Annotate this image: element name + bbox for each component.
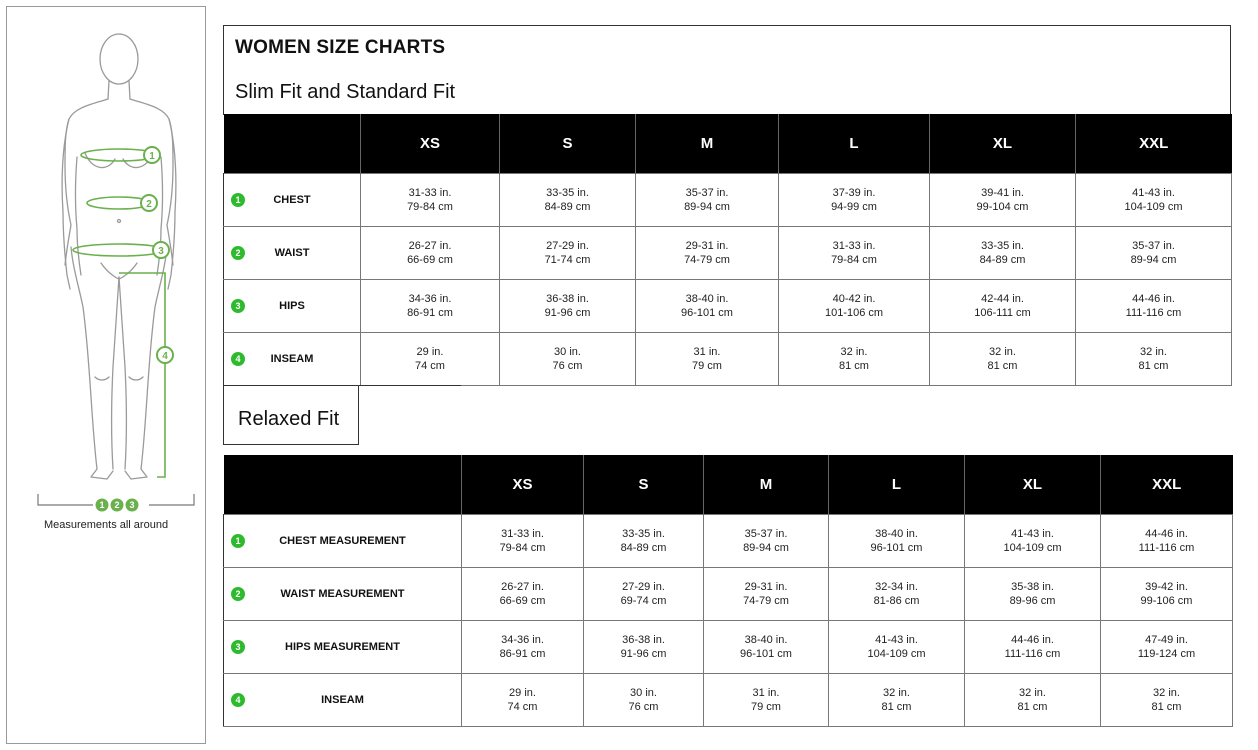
size-value-cell xyxy=(779,226,930,279)
row-label-cell xyxy=(224,620,462,673)
size-value-cell xyxy=(965,514,1101,567)
value-centimeters: 96-101 cm xyxy=(681,306,733,319)
value-inches: 31-33 in. xyxy=(832,239,876,252)
table-row xyxy=(224,620,1233,673)
size-value-cell xyxy=(636,173,779,226)
header-corner xyxy=(224,455,462,514)
value-centimeters: 111-116 cm xyxy=(1138,541,1195,554)
value-inches: 31-33 in. xyxy=(501,527,544,540)
value-inches: 26-27 in. xyxy=(408,239,452,252)
value-inches: 29 in. xyxy=(416,345,444,358)
size-value-cell xyxy=(636,332,779,385)
value-centimeters: 99-104 cm xyxy=(976,200,1029,213)
value-inches: 44-46 in. xyxy=(1145,527,1188,540)
size-value-cell xyxy=(704,514,829,567)
size-header: XL xyxy=(930,114,1076,173)
value-centimeters: 76 cm xyxy=(552,359,583,372)
size-value-cell xyxy=(500,279,636,332)
marker-4: 4 xyxy=(162,351,168,362)
size-value-cell xyxy=(361,226,500,279)
relaxed-size-table xyxy=(223,455,1233,727)
value-centimeters: 89-94 cm xyxy=(684,200,730,213)
row-label-cell xyxy=(224,514,462,567)
value-centimeters: 89-94 cm xyxy=(743,541,789,554)
value-centimeters: 94-99 cm xyxy=(831,200,877,213)
value-inches: 32 in. xyxy=(1140,345,1167,358)
value-inches: 32 in. xyxy=(1019,686,1046,699)
value-inches: 26-27 in. xyxy=(501,580,544,593)
marker-2: 2 xyxy=(146,199,152,210)
value-centimeters: 76 cm xyxy=(628,700,659,713)
value-inches: 33-35 in. xyxy=(981,239,1024,252)
size-value-cell xyxy=(779,279,930,332)
size-value-cell xyxy=(462,567,584,620)
value-centimeters: 66-69 cm xyxy=(499,594,546,607)
size-value-cell xyxy=(704,620,829,673)
measurement-number-icon: 1 xyxy=(231,193,245,207)
size-value-cell xyxy=(584,673,704,726)
row-label-cell xyxy=(224,173,361,226)
value-inches: 35-37 in. xyxy=(744,527,788,540)
size-value-cell xyxy=(829,673,965,726)
value-centimeters: 84-89 cm xyxy=(979,253,1026,266)
value-centimeters: 71-74 cm xyxy=(544,253,591,266)
value-inches: 40-42 in. xyxy=(832,292,876,305)
size-value-cell xyxy=(500,173,636,226)
value-inches: 29-31 in. xyxy=(685,239,729,252)
size-header: XS xyxy=(361,114,500,173)
size-value-cell xyxy=(1076,279,1232,332)
value-inches: 36-38 in. xyxy=(546,292,589,305)
value-centimeters: 86-91 cm xyxy=(407,306,453,319)
row-label: CHEST MEASUREMENT xyxy=(279,534,406,547)
measurement-number-icon: 2 xyxy=(231,246,245,260)
value-inches: 34-36 in. xyxy=(501,633,544,646)
value-inches: 37-39 in. xyxy=(832,186,876,199)
size-value-cell xyxy=(462,514,584,567)
size-value-cell xyxy=(1101,620,1233,673)
size-value-cell xyxy=(930,226,1076,279)
value-centimeters: 111-116 cm xyxy=(1125,306,1182,319)
bracket-marker-2: 2 xyxy=(114,500,120,510)
size-header: XXL xyxy=(1101,455,1233,514)
measurement-number-icon: 2 xyxy=(231,587,245,601)
measurement-figure-panel xyxy=(6,6,206,744)
size-value-cell xyxy=(930,332,1076,385)
bracket-marker-3: 3 xyxy=(129,500,135,510)
value-centimeters: 96-101 cm xyxy=(870,541,923,554)
size-header: L xyxy=(829,455,965,514)
value-centimeters: 89-94 cm xyxy=(1130,253,1177,266)
size-value-cell xyxy=(704,567,829,620)
value-inches: 27-29 in. xyxy=(622,580,665,593)
row-label-cell xyxy=(224,332,361,385)
value-centimeters: 81 cm xyxy=(839,359,869,372)
value-inches: 31 in. xyxy=(752,686,780,699)
row-label-cell xyxy=(224,567,462,620)
value-centimeters: 74 cm xyxy=(415,359,445,372)
measurement-number-icon: 3 xyxy=(231,640,245,654)
value-inches: 39-42 in. xyxy=(1145,580,1188,593)
value-centimeters: 81 cm xyxy=(987,359,1018,372)
value-centimeters: 74 cm xyxy=(507,700,538,713)
size-value-cell xyxy=(584,567,704,620)
value-inches: 42-44 in. xyxy=(981,292,1024,305)
value-centimeters: 86-91 cm xyxy=(499,647,546,660)
size-value-cell xyxy=(361,279,500,332)
value-centimeters: 79 cm xyxy=(751,700,781,713)
value-centimeters: 96-101 cm xyxy=(740,647,792,660)
value-inches: 34-36 in. xyxy=(408,292,452,305)
value-inches: 47-49 in. xyxy=(1145,633,1188,646)
table-row xyxy=(224,226,1232,279)
value-inches: 41-43 in. xyxy=(1011,527,1054,540)
size-value-cell xyxy=(829,514,965,567)
value-centimeters: 66-69 cm xyxy=(407,253,453,266)
size-header: S xyxy=(584,455,704,514)
size-header: L xyxy=(779,114,930,173)
size-value-cell xyxy=(361,332,500,385)
value-inches: 30 in. xyxy=(630,686,657,699)
value-inches: 44-46 in. xyxy=(1132,292,1175,305)
value-centimeters: 106-111 cm xyxy=(974,306,1031,319)
measurement-number-icon: 1 xyxy=(231,534,245,548)
table-row xyxy=(224,673,1233,726)
table-row xyxy=(224,279,1232,332)
row-label: INSEAM xyxy=(321,693,364,706)
table-row xyxy=(224,173,1232,226)
body-silhouette-icon xyxy=(7,7,205,517)
value-centimeters: 79 cm xyxy=(692,359,722,372)
value-centimeters: 104-109 cm xyxy=(1124,200,1183,213)
value-centimeters: 69-74 cm xyxy=(620,594,667,607)
size-value-cell xyxy=(1076,332,1232,385)
bracket-marker-1: 1 xyxy=(99,500,105,510)
marker-1: 1 xyxy=(149,151,155,162)
value-inches: 32 in. xyxy=(1153,686,1180,699)
size-value-cell xyxy=(1101,567,1233,620)
size-value-cell xyxy=(636,226,779,279)
value-inches: 41-43 in. xyxy=(1132,186,1175,199)
size-value-cell xyxy=(500,226,636,279)
slim-standard-size-table xyxy=(223,114,1232,386)
value-inches: 32 in. xyxy=(883,686,910,699)
value-centimeters: 74-79 cm xyxy=(743,594,789,607)
measurement-number-icon: 4 xyxy=(231,693,245,707)
table1-heading: Slim Fit and Standard Fit xyxy=(235,81,456,103)
value-inches: 27-29 in. xyxy=(546,239,589,252)
row-label: WAIST MEASUREMENT xyxy=(280,587,405,600)
value-inches: 32 in. xyxy=(840,345,868,358)
value-centimeters: 81-86 cm xyxy=(873,594,920,607)
size-header: M xyxy=(704,455,829,514)
row-label: HIPS xyxy=(279,299,305,312)
size-value-cell xyxy=(584,514,704,567)
size-header: XS xyxy=(462,455,584,514)
value-inches: 31-33 in. xyxy=(408,186,452,199)
size-value-cell xyxy=(779,173,930,226)
size-header: S xyxy=(500,114,636,173)
row-label-cell xyxy=(224,673,462,726)
value-inches: 35-37 in. xyxy=(1132,239,1175,252)
row-label: INSEAM xyxy=(270,352,314,365)
value-centimeters: 101-106 cm xyxy=(824,306,884,319)
value-inches: 33-35 in. xyxy=(546,186,589,199)
size-header: M xyxy=(636,114,779,173)
value-inches: 29-31 in. xyxy=(744,580,788,593)
value-inches: 29 in. xyxy=(509,686,536,699)
value-inches: 35-38 in. xyxy=(1011,580,1054,593)
value-centimeters: 91-96 cm xyxy=(620,647,667,660)
measurement-number-icon: 3 xyxy=(231,299,245,313)
size-value-cell xyxy=(636,279,779,332)
size-value-cell xyxy=(779,332,930,385)
row-label: HIPS MEASUREMENT xyxy=(285,640,400,653)
table-row xyxy=(224,332,1232,385)
value-centimeters: 79-84 cm xyxy=(831,253,877,266)
header-corner xyxy=(224,114,361,173)
table-row xyxy=(224,514,1233,567)
table-header-row xyxy=(224,114,1232,173)
size-value-cell xyxy=(1076,226,1232,279)
value-inches: 30 in. xyxy=(554,345,581,358)
value-centimeters: 79-84 cm xyxy=(499,541,546,554)
value-centimeters: 84-89 cm xyxy=(544,200,591,213)
measurement-number-icon: 4 xyxy=(231,352,245,366)
value-centimeters: 89-96 cm xyxy=(1009,594,1056,607)
value-inches: 38-40 in. xyxy=(875,527,918,540)
value-centimeters: 119-124 cm xyxy=(1137,647,1196,660)
value-inches: 31 in. xyxy=(693,345,721,358)
value-centimeters: 104-109 cm xyxy=(1003,541,1062,554)
value-centimeters: 79-84 cm xyxy=(407,200,453,213)
size-value-cell xyxy=(462,673,584,726)
size-value-cell xyxy=(829,567,965,620)
value-centimeters: 81 cm xyxy=(1138,359,1169,372)
value-inches: 38-40 in. xyxy=(685,292,729,305)
value-centimeters: 81 cm xyxy=(1151,700,1182,713)
row-label-cell xyxy=(224,279,361,332)
value-centimeters: 84-89 cm xyxy=(620,541,667,554)
value-centimeters: 81 cm xyxy=(1017,700,1048,713)
value-centimeters: 111-116 cm xyxy=(1004,647,1061,660)
table2-heading: Relaxed Fit xyxy=(238,408,340,430)
size-value-cell xyxy=(965,567,1101,620)
size-value-cell xyxy=(829,620,965,673)
size-value-cell xyxy=(361,173,500,226)
size-header: XXL xyxy=(1076,114,1232,173)
size-value-cell xyxy=(965,620,1101,673)
value-centimeters: 74-79 cm xyxy=(684,253,730,266)
value-inches: 44-46 in. xyxy=(1011,633,1054,646)
size-header: XL xyxy=(965,455,1101,514)
value-inches: 39-41 in. xyxy=(981,186,1024,199)
size-value-cell xyxy=(500,332,636,385)
figure-caption: Measurements all around xyxy=(43,519,169,531)
marker-3: 3 xyxy=(158,246,164,257)
size-value-cell xyxy=(704,673,829,726)
page-title: WOMEN SIZE CHARTS xyxy=(235,37,446,58)
value-inches: 36-38 in. xyxy=(622,633,665,646)
row-label-cell xyxy=(224,226,361,279)
row-label: WAIST xyxy=(274,246,310,259)
size-value-cell xyxy=(462,620,584,673)
size-value-cell xyxy=(930,173,1076,226)
size-value-cell xyxy=(1076,173,1232,226)
value-inches: 35-37 in. xyxy=(685,186,729,199)
size-value-cell xyxy=(1101,514,1233,567)
size-value-cell xyxy=(584,620,704,673)
value-inches: 38-40 in. xyxy=(744,633,788,646)
value-centimeters: 81 cm xyxy=(881,700,912,713)
value-inches: 41-43 in. xyxy=(875,633,918,646)
size-value-cell xyxy=(965,673,1101,726)
value-centimeters: 99-106 cm xyxy=(1140,594,1193,607)
size-value-cell xyxy=(1101,673,1233,726)
value-inches: 33-35 in. xyxy=(622,527,665,540)
row-label: CHEST xyxy=(273,193,311,206)
value-inches: 32 in. xyxy=(989,345,1016,358)
value-centimeters: 91-96 cm xyxy=(544,306,591,319)
table-header-row xyxy=(224,455,1233,514)
value-inches: 32-34 in. xyxy=(875,580,918,593)
size-value-cell xyxy=(930,279,1076,332)
table-row xyxy=(224,567,1233,620)
value-centimeters: 104-109 cm xyxy=(867,647,926,660)
